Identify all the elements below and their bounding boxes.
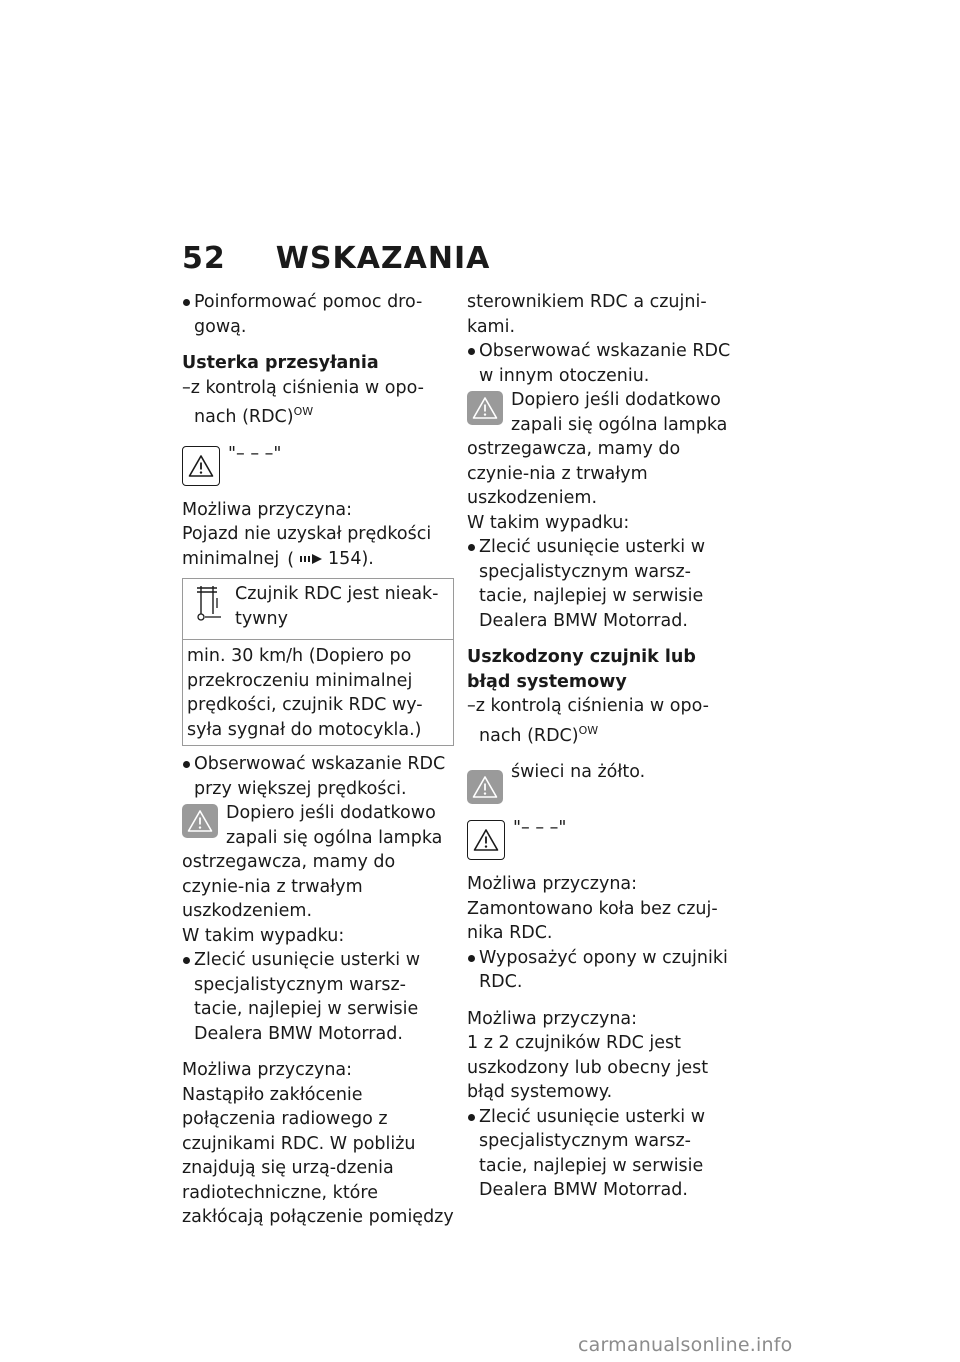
- option-marker: OW: [578, 723, 599, 737]
- cause-label: Możliwa przyczyna:: [182, 499, 353, 520]
- warning-text: Dopiero jeśli dodatkowo zapali się ogólna lampka ostrzegawcza, mamy do czynie-nia z trwałym uszkodzeniem.: [467, 390, 728, 508]
- bullet-item: Zlecić usunięcie usterki w specjalistycznym warsz-tacie, najlepiej w serwisie Dealera BMW Motorrad.: [467, 1105, 739, 1203]
- warning-triangle-icon: [182, 446, 220, 486]
- page-header: [182, 241, 490, 276]
- warning-triangle-icon: [467, 820, 505, 860]
- warning-triangle-icon: [182, 804, 218, 838]
- display-value: "– – –": [513, 818, 567, 838]
- option-marker: OW: [293, 405, 314, 418]
- subheading-transmission-fault: Usterka przesyłania: [182, 353, 379, 373]
- cause-text: 1 z 2 czujników RDC jest uszkodzony lub obecny jest błąd systemowy.: [467, 1033, 709, 1102]
- condition-line: [467, 694, 739, 748]
- cause-text-main: Pojazd nie uzyskał prędkości minimalnej: [182, 524, 432, 569]
- warning-text: Dopiero jeśli dodatkowo zapali się ogólna lampka ostrzegawcza, mamy do czynie-nia z trwałym uszkodzeniem.: [182, 803, 443, 921]
- note-title: Czujnik RDC jest nieak-tywny: [235, 584, 439, 629]
- cause-text-end: ).: [361, 548, 374, 569]
- light-status-text: świeci na żółto.: [511, 762, 646, 782]
- bullet-item: Wyposażyć opony w czujniki RDC.: [467, 946, 739, 995]
- bullet-item: Zlecić usunięcie usterki w specjalistycznym warsz-tacie, najlepiej w serwisie Dealera BMW Motorrad.: [467, 535, 739, 633]
- page-reference-arrow-icon: (: [287, 548, 324, 573]
- bullet-item: Obserwować wskazanie RDC w innym otoczeniu.: [467, 339, 739, 388]
- bullet-item: Zlecić usunięcie usterki w specjalistycznym warsz-tacie, najlepiej w serwisie Dealera BMW Motorrad.: [182, 948, 454, 1046]
- section-title: WSKAZANIA: [275, 241, 491, 276]
- right-column: [467, 290, 739, 1203]
- cause-text: Nastąpiło zakłócenie połączenia radiowego z czujnikami RDC. W pobliżu znajdują się urzą-dzenia radiotechniczne, które zakłócają połączenie pomiędzy: [182, 1084, 454, 1227]
- continued-text: sterownikiem RDC a czujni-kami.: [467, 292, 707, 337]
- display-indicator-row: [182, 442, 454, 486]
- warning-triangle-icon: [467, 770, 503, 804]
- warning-paragraph: [182, 801, 454, 924]
- note-body: min. 30 km/h (Dopiero po przekroczeniu minimalnej prędkości, czujnik RDC wy-syła sygnał do motocykla.): [187, 646, 423, 740]
- warning-triangle-icon: [467, 391, 503, 425]
- bullet-item: Obserwować wskazanie RDC przy większej prędkości.: [182, 752, 454, 801]
- bullet-item: Poinformować pomoc dro-gową.: [182, 290, 454, 339]
- condition-line: [182, 376, 454, 430]
- instruction-intro: W takim wypadku:: [467, 512, 630, 533]
- cause-text: [182, 522, 454, 572]
- display-indicator-row: [467, 816, 739, 860]
- condition-text: –z kontrolą ciśnienia w opo-nach (RDC): [182, 377, 424, 427]
- display-value: "– – –": [228, 443, 282, 464]
- cause-label: Możliwa przyczyna:: [467, 1008, 638, 1029]
- cause-label: Możliwa przyczyna:: [467, 874, 638, 894]
- note-header: [183, 579, 453, 640]
- warning-light-row: [467, 760, 739, 804]
- page-reference: 154: [328, 548, 362, 569]
- page-number: 52: [182, 241, 226, 276]
- warning-paragraph: [467, 388, 739, 511]
- note-box: [182, 578, 454, 746]
- instruction-intro: W takim wypadku:: [182, 925, 345, 946]
- watermark: carmanualsonline.info: [578, 1334, 793, 1356]
- cause-text: Zamontowano koła bez czuj-nika RDC.: [467, 898, 718, 943]
- tire-sensor-icon: [191, 584, 227, 624]
- cause-label: Możliwa przyczyna:: [182, 1060, 353, 1080]
- condition-text: –z kontrolą ciśnienia w opo-nach (RDC): [467, 696, 709, 746]
- left-column: [182, 290, 454, 1230]
- subheading-sensor-fault: Uszkodzony czujnik lub błąd systemowy: [467, 647, 696, 692]
